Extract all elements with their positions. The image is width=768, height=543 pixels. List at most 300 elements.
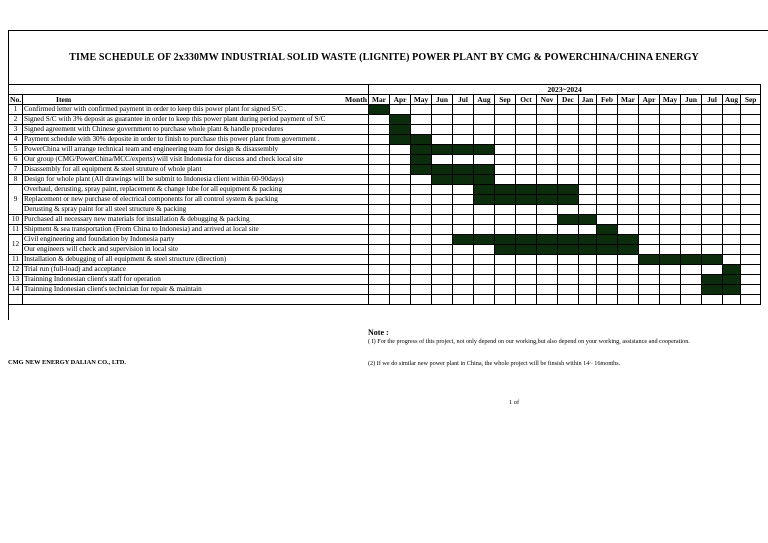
month-cell	[579, 255, 597, 265]
month-cell	[495, 145, 516, 155]
month-cell	[411, 255, 432, 265]
month-header-cell: Feb	[597, 95, 618, 105]
month-cell	[369, 265, 390, 275]
row-item: Trial run (full-load) and acceptance	[23, 265, 369, 275]
month-cell	[579, 195, 597, 205]
month-cell	[558, 135, 579, 145]
month-cell	[432, 215, 453, 225]
month-cell	[495, 225, 516, 235]
month-cell	[432, 285, 453, 295]
month-cell	[639, 165, 660, 175]
month-cell	[681, 105, 702, 115]
month-header-cell: Mar	[369, 95, 390, 105]
schedule-row	[9, 105, 761, 115]
month-cell	[723, 105, 741, 115]
month-cell	[411, 205, 432, 215]
month-cell	[411, 185, 432, 195]
gantt-bar-cell	[411, 145, 432, 155]
gantt-bar-cell	[681, 255, 702, 265]
gantt-bar-cell	[390, 115, 411, 125]
month-cell	[723, 205, 741, 215]
row-item: Disassembly for all equipment & steel struture of whole plant	[23, 165, 369, 175]
gantt-bar-cell	[453, 145, 474, 155]
month-cell	[579, 115, 597, 125]
month-cell	[432, 265, 453, 275]
month-cell	[369, 235, 390, 245]
month-cell	[453, 195, 474, 205]
month-cell	[741, 155, 761, 165]
month-cell	[411, 275, 432, 285]
month-cell	[723, 135, 741, 145]
month-cell	[702, 205, 723, 215]
row-number: 1	[9, 105, 23, 115]
month-cell	[369, 135, 390, 145]
month-cell	[702, 155, 723, 165]
month-cell	[453, 225, 474, 235]
month-cell	[453, 255, 474, 265]
month-cell	[474, 155, 495, 165]
month-cell	[618, 135, 639, 145]
month-cell	[579, 225, 597, 235]
gantt-bar-cell	[579, 235, 597, 245]
row-item: Our group (CMG/PowerChina/MCC/experts) will visit Indonesia for discuss and check local site	[23, 155, 369, 165]
month-cell	[369, 245, 390, 255]
month-cell	[579, 275, 597, 285]
month-cell	[516, 155, 537, 165]
month-cell	[660, 105, 681, 115]
month-header-cell: May	[660, 95, 681, 105]
month-cell	[369, 165, 390, 175]
month-cell	[660, 125, 681, 135]
month-cell	[432, 105, 453, 115]
gantt-bar-cell	[495, 235, 516, 245]
month-cell	[639, 285, 660, 295]
month-cell	[432, 255, 453, 265]
month-cell	[597, 205, 618, 215]
schedule-row	[9, 235, 761, 245]
month-cell	[474, 115, 495, 125]
month-cell	[411, 115, 432, 125]
month-cell	[369, 285, 390, 295]
month-cell	[741, 225, 761, 235]
month-cell	[681, 145, 702, 155]
month-cell	[411, 245, 432, 255]
month-cell	[516, 295, 537, 305]
month-cell	[411, 215, 432, 225]
month-cell	[660, 135, 681, 145]
note-title: Note :	[368, 328, 389, 337]
month-cell	[723, 125, 741, 135]
schedule-row	[9, 295, 761, 305]
month-cell	[516, 265, 537, 275]
month-cell	[495, 285, 516, 295]
month-cell	[390, 155, 411, 165]
month-cell	[681, 265, 702, 275]
month-cell	[516, 225, 537, 235]
month-cell	[639, 275, 660, 285]
month-cell	[618, 115, 639, 125]
gantt-bar-cell	[432, 175, 453, 185]
month-cell	[558, 105, 579, 115]
month-cell	[741, 235, 761, 245]
month-cell	[597, 125, 618, 135]
month-cell	[741, 135, 761, 145]
month-cell	[660, 225, 681, 235]
month-cell	[537, 295, 558, 305]
month-cell	[390, 215, 411, 225]
gantt-bar-cell	[411, 135, 432, 145]
month-cell	[495, 155, 516, 165]
schedule-row	[9, 165, 761, 175]
month-cell	[516, 285, 537, 295]
month-cell	[741, 145, 761, 155]
month-cell	[597, 195, 618, 205]
month-cell	[453, 265, 474, 275]
gantt-schedule-table	[8, 84, 761, 305]
month-cell	[369, 195, 390, 205]
month-cell	[702, 195, 723, 205]
row-number: 11	[9, 225, 23, 235]
month-cell	[660, 185, 681, 195]
month-cell	[618, 275, 639, 285]
schedule-row	[9, 275, 761, 285]
header-row	[9, 95, 761, 105]
month-cell	[453, 125, 474, 135]
period-row	[9, 85, 761, 95]
month-cell	[597, 295, 618, 305]
month-cell	[723, 115, 741, 125]
month-cell	[537, 145, 558, 155]
month-cell	[681, 295, 702, 305]
gantt-bar-cell	[474, 175, 495, 185]
schedule-row	[9, 285, 761, 295]
month-cell	[741, 105, 761, 115]
month-cell	[681, 285, 702, 295]
month-cell	[702, 165, 723, 175]
gantt-bar-cell	[597, 245, 618, 255]
month-cell	[369, 145, 390, 155]
month-cell	[369, 215, 390, 225]
month-cell	[537, 105, 558, 115]
month-cell	[723, 215, 741, 225]
month-cell	[723, 145, 741, 155]
month-cell	[558, 275, 579, 285]
row-number: 4	[9, 135, 23, 145]
month-cell	[474, 215, 495, 225]
month-cell	[579, 125, 597, 135]
month-cell	[516, 145, 537, 155]
item-header: Item	[56, 95, 72, 104]
month-cell	[432, 125, 453, 135]
month-cell	[579, 295, 597, 305]
month-cell	[453, 135, 474, 145]
month-cell	[597, 285, 618, 295]
month-cell	[474, 135, 495, 145]
month-cell	[495, 265, 516, 275]
note-line-1: ( I) For the progress of this project, not only depend on our working,but also depend on your working, assistance and cooperation.	[368, 338, 690, 345]
gantt-bar-cell	[432, 165, 453, 175]
month-cell	[558, 255, 579, 265]
month-cell	[702, 295, 723, 305]
month-cell	[618, 285, 639, 295]
month-cell	[516, 105, 537, 115]
month-cell	[432, 295, 453, 305]
schedule-row	[9, 115, 761, 125]
month-cell	[474, 105, 495, 115]
month-cell	[639, 135, 660, 145]
row-item: Payment schedule with 30% deposite in order to finish to purchase this power plant from government .	[23, 135, 369, 145]
month-cell	[702, 175, 723, 185]
month-cell	[702, 125, 723, 135]
schedule-row	[9, 225, 761, 235]
month-cell	[681, 135, 702, 145]
month-cell	[681, 185, 702, 195]
gantt-bar-cell	[579, 215, 597, 225]
gantt-bar-cell	[516, 235, 537, 245]
month-cell	[639, 105, 660, 115]
month-header-cell: Oct	[516, 95, 537, 105]
month-cell	[639, 215, 660, 225]
gantt-bar-cell	[474, 235, 495, 245]
month-cell	[495, 125, 516, 135]
gantt-bar-cell	[537, 245, 558, 255]
month-cell	[702, 105, 723, 115]
gantt-bar-cell	[558, 235, 579, 245]
month-cell	[495, 275, 516, 285]
month-cell	[558, 295, 579, 305]
gantt-bar-cell	[618, 245, 639, 255]
month-header-cell: Dec	[558, 95, 579, 105]
month-header-cell: Sep	[741, 95, 761, 105]
month-cell	[741, 255, 761, 265]
month-cell	[741, 245, 761, 255]
month-cell	[558, 175, 579, 185]
month-cell	[390, 265, 411, 275]
month-cell	[618, 165, 639, 175]
month-cell	[453, 245, 474, 255]
month-cell	[537, 155, 558, 165]
month-header-cell: May	[411, 95, 432, 105]
month-cell	[537, 285, 558, 295]
month-cell	[597, 255, 618, 265]
month-cell	[537, 115, 558, 125]
month-cell	[411, 175, 432, 185]
month-cell	[681, 205, 702, 215]
row-item: Our engineers will check and supervision in local site	[23, 245, 369, 255]
month-cell	[681, 115, 702, 125]
month-cell	[723, 245, 741, 255]
month-cell	[495, 255, 516, 265]
month-cell	[390, 275, 411, 285]
month-cell	[741, 265, 761, 275]
month-cell	[618, 225, 639, 235]
month-cell	[639, 185, 660, 195]
month-cell	[537, 255, 558, 265]
month-cell	[432, 235, 453, 245]
row-item: Purchased all necessary new materials for installation & debugging & packing	[23, 215, 369, 225]
month-cell	[390, 295, 411, 305]
month-cell	[741, 195, 761, 205]
month-cell	[702, 225, 723, 235]
month-header-cell: Jun	[432, 95, 453, 105]
row-number: 13	[9, 275, 23, 285]
month-cell	[702, 245, 723, 255]
row-item: Trainning Indonesian client's technician for repair & maintain	[23, 285, 369, 295]
month-cell	[660, 205, 681, 215]
month-cell	[390, 285, 411, 295]
month-cell	[453, 115, 474, 125]
row-number: 12	[9, 235, 23, 255]
month-cell	[681, 175, 702, 185]
month-cell	[390, 245, 411, 255]
row-item: Trainning Indonesian client's staff for operation	[23, 275, 369, 285]
month-cell	[639, 155, 660, 165]
month-cell	[411, 285, 432, 295]
month-cell	[681, 245, 702, 255]
month-cell	[639, 245, 660, 255]
month-cell	[390, 105, 411, 115]
gantt-bar-cell	[453, 165, 474, 175]
month-cell	[411, 295, 432, 305]
month-cell	[681, 215, 702, 225]
period-label: 2023~2024	[369, 85, 761, 95]
month-cell	[579, 175, 597, 185]
month-cell	[516, 275, 537, 285]
month-cell	[516, 115, 537, 125]
month-cell	[660, 245, 681, 255]
month-cell	[453, 275, 474, 285]
month-cell	[432, 275, 453, 285]
month-cell	[618, 295, 639, 305]
gantt-bar-cell	[516, 245, 537, 255]
month-cell	[660, 235, 681, 245]
month-header-cell: Apr	[390, 95, 411, 105]
month-cell	[453, 155, 474, 165]
month-cell	[702, 145, 723, 155]
month-cell	[369, 295, 390, 305]
month-cell	[618, 205, 639, 215]
month-header-cell: Sep	[495, 95, 516, 105]
month-cell	[597, 175, 618, 185]
gantt-bar-cell	[411, 155, 432, 165]
month-cell	[516, 135, 537, 145]
month-cell	[495, 105, 516, 115]
month-cell	[537, 275, 558, 285]
month-header-cell: Nov	[537, 95, 558, 105]
month-cell	[411, 195, 432, 205]
month-cell	[558, 165, 579, 175]
month-cell	[639, 235, 660, 245]
month-cell	[702, 135, 723, 145]
gantt-bar-cell	[537, 185, 558, 195]
schedule-row	[9, 215, 761, 225]
gantt-bar-cell	[411, 165, 432, 175]
month-cell	[660, 295, 681, 305]
month-cell	[474, 205, 495, 215]
month-cell	[723, 195, 741, 205]
gantt-bar-cell	[723, 265, 741, 275]
month-cell	[702, 235, 723, 245]
month-cell	[660, 215, 681, 225]
item-header-cell	[23, 95, 369, 105]
month-cell	[495, 215, 516, 225]
gantt-bar-cell	[474, 165, 495, 175]
note-line-2: (2) If we do similar new power plant in China, the whole project will be finsish within 14~ 16months.	[368, 360, 621, 367]
month-cell	[639, 145, 660, 155]
month-cell	[390, 175, 411, 185]
month-cell	[369, 205, 390, 215]
gantt-bar-cell	[597, 225, 618, 235]
row-number: 9	[9, 185, 23, 215]
month-cell	[579, 165, 597, 175]
month-cell	[453, 295, 474, 305]
gantt-bar-cell	[495, 185, 516, 195]
gantt-bar-cell	[390, 135, 411, 145]
month-cell	[723, 185, 741, 195]
month-cell	[579, 185, 597, 195]
month-cell	[495, 165, 516, 175]
month-cell	[618, 145, 639, 155]
month-cell	[681, 195, 702, 205]
month-cell	[390, 185, 411, 195]
gantt-bar-cell	[474, 145, 495, 155]
gantt-bar-cell	[369, 105, 390, 115]
month-cell	[639, 175, 660, 185]
month-cell	[618, 105, 639, 115]
gantt-bar-cell	[579, 245, 597, 255]
gantt-bar-cell	[432, 145, 453, 155]
schedule-row	[9, 145, 761, 155]
month-cell	[474, 125, 495, 135]
schedule-row	[9, 155, 761, 165]
gantt-bar-cell	[537, 235, 558, 245]
month-cell	[516, 165, 537, 175]
row-item: Signed agreement with Chinese government to purchase whole plant & handle procedures	[23, 125, 369, 135]
month-cell	[495, 135, 516, 145]
month-cell	[579, 285, 597, 295]
month-cell	[681, 155, 702, 165]
gantt-bar-cell	[558, 245, 579, 255]
gantt-bar-cell	[702, 285, 723, 295]
gantt-bar-cell	[516, 195, 537, 205]
month-header-cell: Jul	[702, 95, 723, 105]
month-cell	[537, 125, 558, 135]
row-item: Derusting & spray paint for all steel structure & packing	[23, 205, 369, 215]
month-cell	[597, 165, 618, 175]
gantt-bar-cell	[558, 185, 579, 195]
month-cell	[390, 255, 411, 265]
month-cell	[741, 165, 761, 175]
month-cell	[741, 285, 761, 295]
schedule-row	[9, 175, 761, 185]
month-cell	[432, 185, 453, 195]
gantt-bar-cell	[723, 275, 741, 285]
gantt-bar-cell	[558, 215, 579, 225]
month-cell	[453, 205, 474, 215]
row-number: 2	[9, 115, 23, 125]
month-cell	[495, 205, 516, 215]
month-cell	[369, 185, 390, 195]
month-cell	[474, 245, 495, 255]
month-cell	[639, 115, 660, 125]
month-header-cell: Aug	[723, 95, 741, 105]
month-cell	[741, 115, 761, 125]
month-cell	[597, 215, 618, 225]
month-cell	[618, 125, 639, 135]
month-cell	[723, 235, 741, 245]
month-cell	[639, 125, 660, 135]
month-cell	[369, 155, 390, 165]
